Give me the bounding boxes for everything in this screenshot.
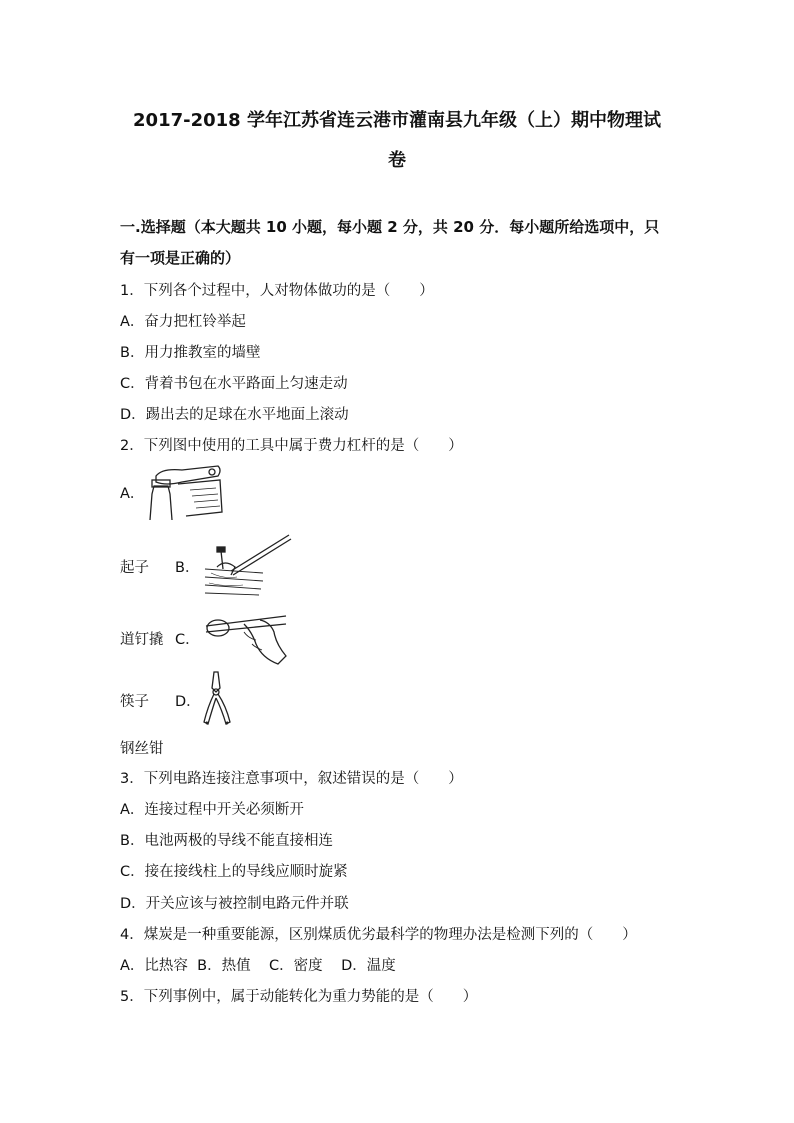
nail-puller-figure — [203, 533, 293, 597]
question-2-option-b-label: B． — [175, 560, 200, 576]
question-2-caption-d: 钢丝钳 — [120, 741, 164, 757]
question-3-option-d: D．开关应该与被控制电路元件并联 — [120, 896, 349, 912]
question-2-option-d-label: D． — [175, 694, 201, 710]
question-3-option-c: C．接在接线柱上的导线应顺时旋紧 — [120, 864, 348, 880]
question-4-stem: 4．煤炭是一种重要能源，区别煤质优劣最科学的物理办法是检测下列的（ ） — [120, 927, 637, 943]
bottle-opener-figure — [142, 464, 224, 520]
question-1-option-d: D．踢出去的足球在水平地面上滚动 — [120, 407, 349, 423]
question-2-caption-b: 道钉撬 — [120, 632, 164, 648]
question-4-options: A．比热容 B．热值 C．密度 D．温度 — [120, 958, 396, 974]
question-1-stem: 1．下列各个过程中，人对物体做功的是（ ） — [120, 283, 434, 299]
question-5-stem: 5．下列事例中，属于动能转化为重力势能的是（ ） — [120, 989, 478, 1005]
question-2-caption-a: 起子 — [120, 560, 149, 576]
question-2-option-c-label: C． — [175, 632, 200, 648]
question-2-stem: 2．下列图中使用的工具中属于费力杠杆的是（ ） — [120, 438, 463, 454]
question-1-option-c: C．背着书包在水平路面上匀速走动 — [120, 376, 348, 392]
page-title: 2017-2018 学年江苏省连云港市灌南县九年级（上）期中物理试 — [133, 110, 661, 131]
page-title-continued: 卷 — [388, 150, 406, 171]
question-1-option-a: A．奋力把杠铃举起 — [120, 314, 246, 330]
section-header-continued: 有一项是正确的） — [120, 249, 241, 267]
question-2-caption-c: 筷子 — [120, 694, 149, 710]
question-3-stem: 3．下列电路连接注意事项中，叙述错误的是（ ） — [120, 771, 463, 787]
question-3-option-a: A．连接过程中开关必须断开 — [120, 802, 304, 818]
pliers-figure — [200, 670, 236, 728]
chopsticks-figure — [200, 610, 288, 668]
question-3-option-b: B．电池两极的导线不能直接相连 — [120, 833, 333, 849]
question-1-option-b: B．用力推教室的墙壁 — [120, 345, 261, 361]
question-2-option-a-label: A． — [120, 486, 145, 502]
section-header: 一.选择题（本大题共 10 小题，每小题 2 分，共 20 分．每小题所给选项中，只 — [120, 218, 660, 236]
